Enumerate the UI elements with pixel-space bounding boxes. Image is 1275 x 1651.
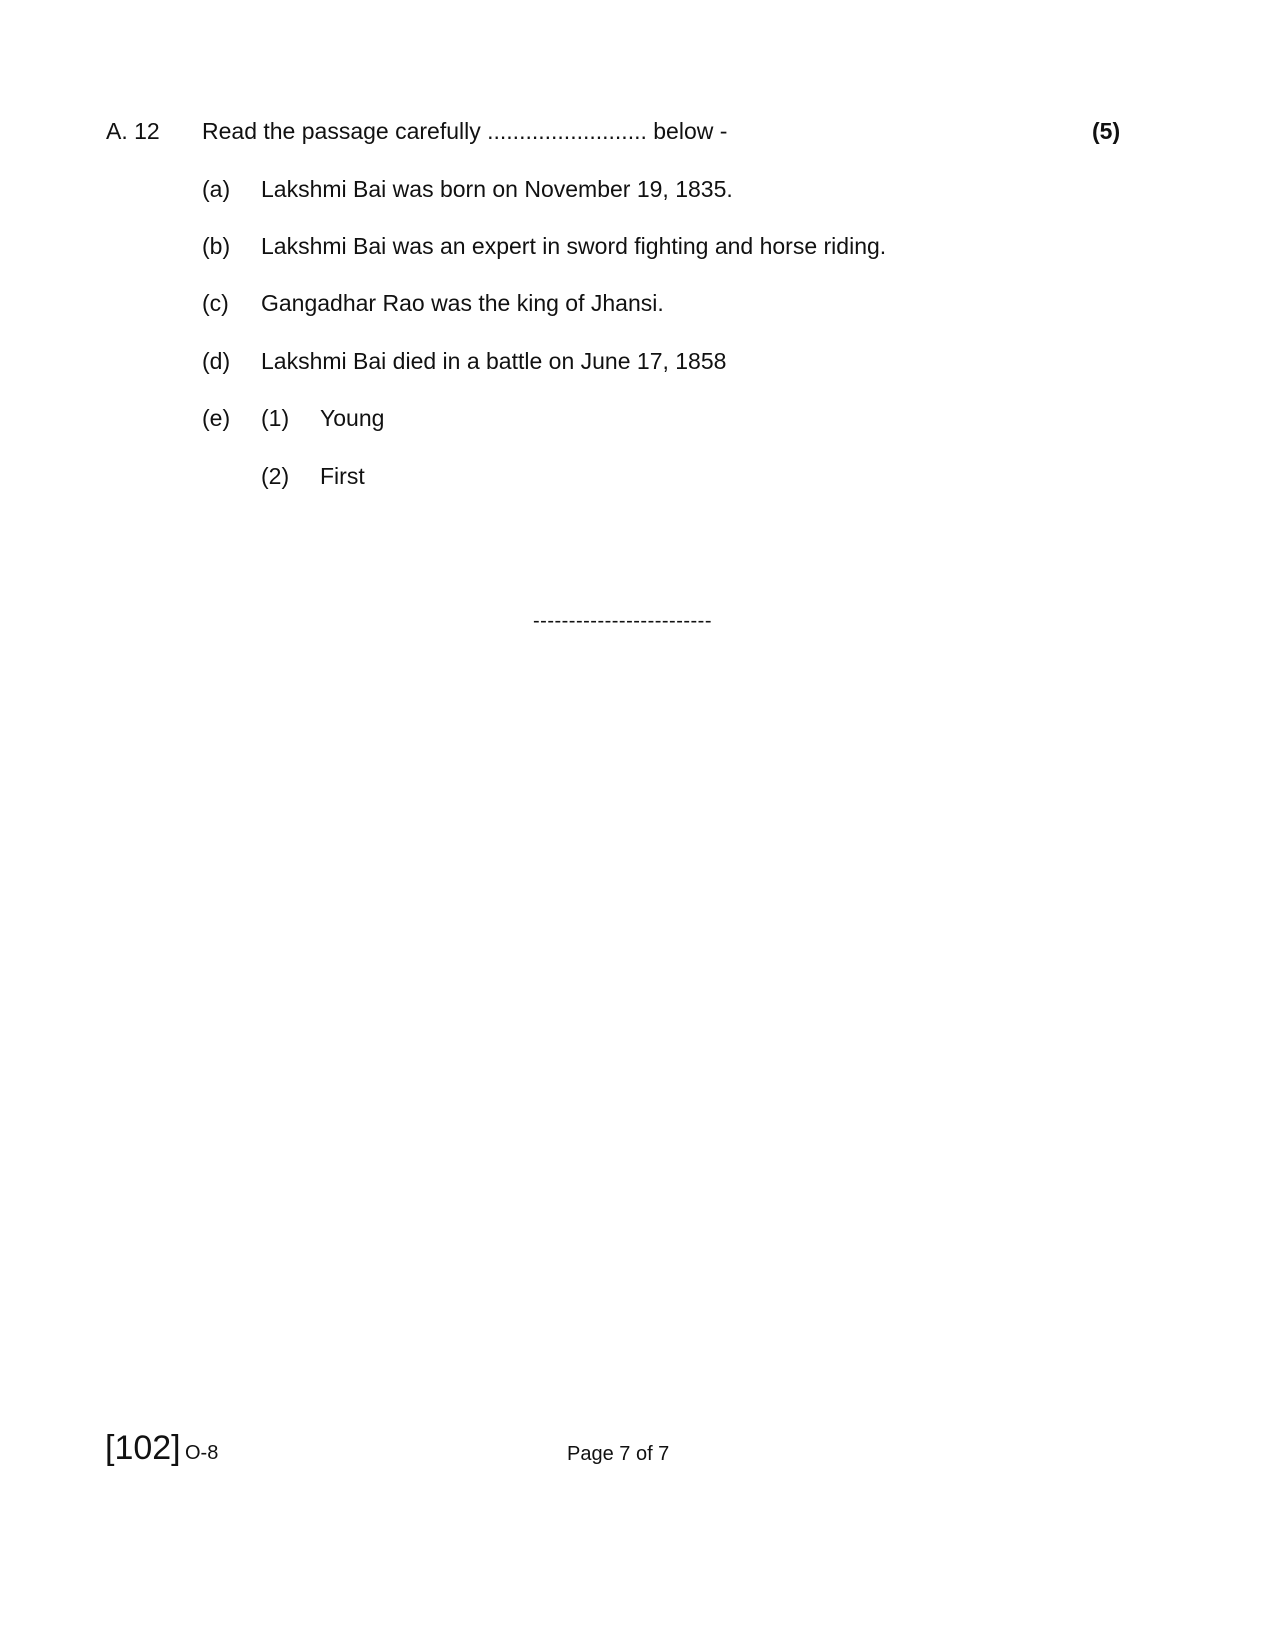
answer-text-b: Lakshmi Bai was an expert in sword fighting and horse riding. [261,233,887,259]
answer-text-d: Lakshmi Bai died in a battle on June 17, 1858 [261,348,727,374]
footer-code: [102] [105,1429,181,1467]
footer-page-number: Page 7 of 7 [567,1443,670,1465]
answer-e-sub-label-1: (1) [261,405,290,431]
answer-label-b: (b) [202,233,231,259]
answer-text-a: Lakshmi Bai was born on November 19, 1835. [261,176,733,202]
answer-text-c: Gangadhar Rao was the king of Jhansi. [261,290,664,316]
answer-label-a: (a) [202,176,231,202]
answer-label-d: (d) [202,348,231,374]
answer-e-sub-text-2: First [320,463,365,489]
answer-label-e: (e) [202,405,231,431]
question-number: A. 12 [106,118,160,144]
answer-e-sub-label-2: (2) [261,463,290,489]
question-marks: (5) [1092,118,1121,144]
footer-subcode: O-8 [185,1442,219,1464]
end-separator: ------------------------- [533,610,713,632]
answer-label-c: (c) [202,290,229,316]
question-prompt: Read the passage carefully ......................... below - [202,118,728,144]
answer-e-sub-text-1: Young [320,405,385,431]
